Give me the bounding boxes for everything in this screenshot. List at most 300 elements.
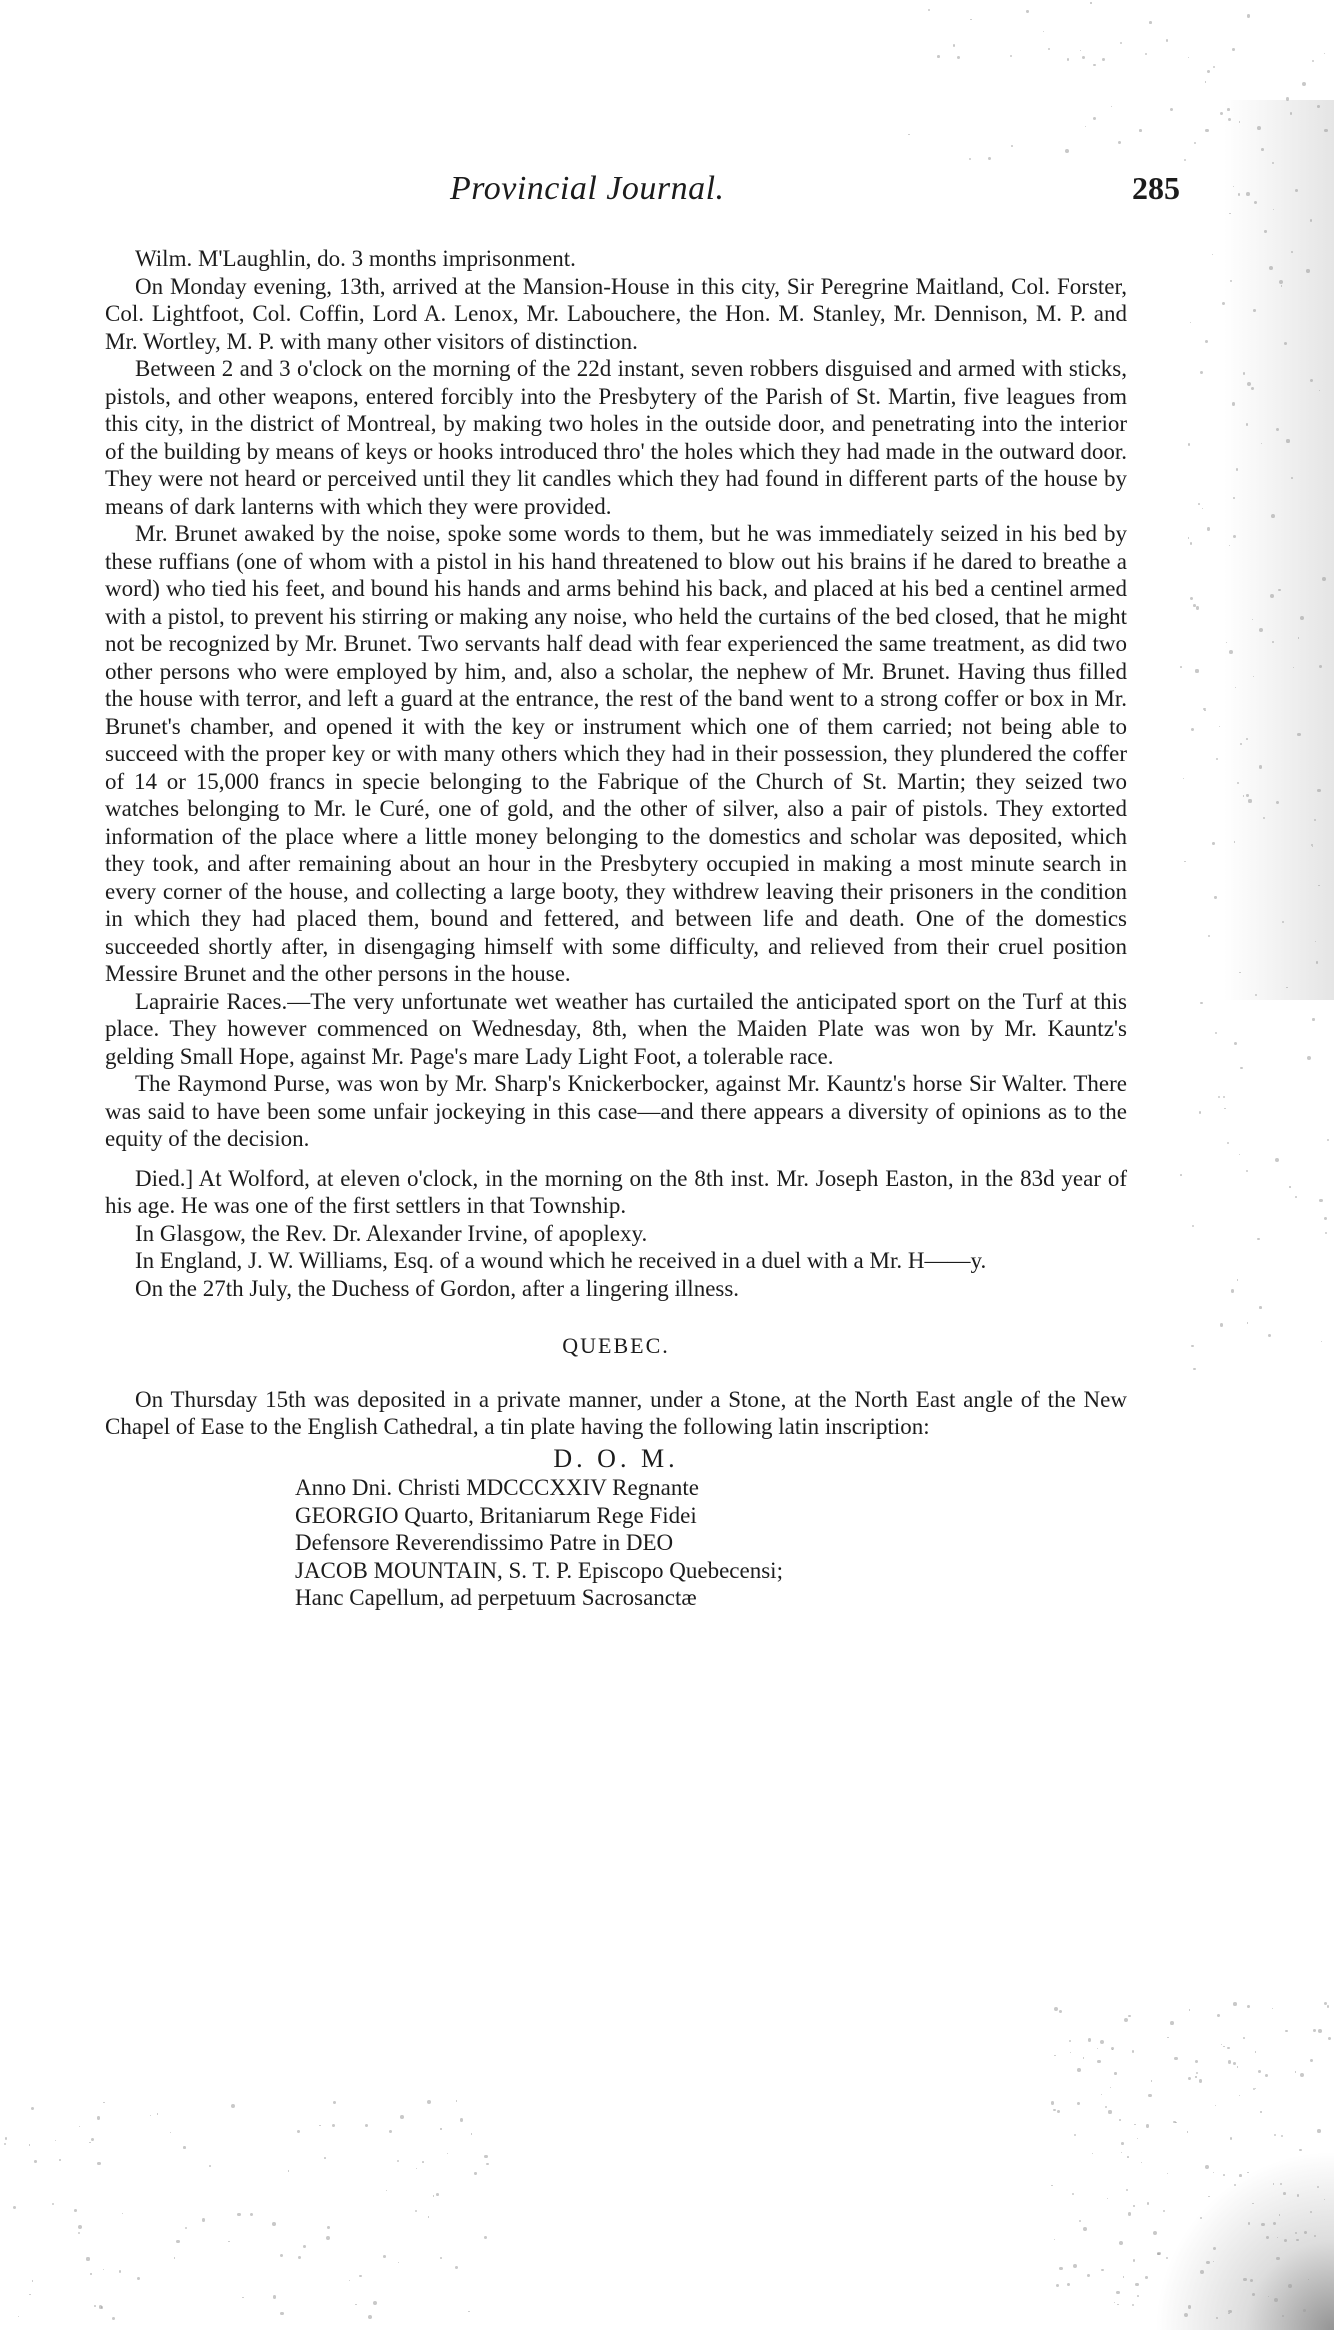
scan-speck <box>319 2125 320 2126</box>
scan-speck <box>484 2236 487 2239</box>
scan-speck <box>1328 2037 1331 2040</box>
scan-speck <box>1146 2124 1149 2127</box>
scan-speck <box>1312 60 1314 62</box>
scan-speck <box>1259 1306 1262 1309</box>
paragraph: In Glasgow, the Rev. Dr. Alexander Irvine, of apoplexy. <box>135 1220 648 1246</box>
scan-speck <box>1114 2302 1115 2303</box>
scan-speck <box>185 2227 187 2229</box>
scan-speck <box>1233 2002 1237 2006</box>
scan-speck <box>55 2140 56 2141</box>
scan-speck <box>94 2305 96 2307</box>
scan-speck <box>1139 129 1142 132</box>
scan-speck <box>1117 2304 1119 2306</box>
paragraph: Wilm. M'Laughlin, do. 3 months imprisonment. <box>135 246 576 271</box>
scan-speck <box>1051 2101 1055 2105</box>
scan-speck <box>1219 726 1220 727</box>
inscription-line: Defensore Reverendissimo Patre in DEO <box>295 1530 674 1555</box>
scan-speck <box>427 2100 431 2104</box>
scan-speck <box>1118 141 1121 144</box>
scan-speck <box>1234 841 1235 842</box>
scan-speck <box>1190 322 1191 323</box>
scan-speck <box>1070 2052 1072 2054</box>
scan-speck <box>280 2312 283 2315</box>
scan-speck <box>1053 2109 1056 2112</box>
scan-speck <box>1105 2106 1107 2108</box>
scan-speck <box>137 2277 140 2280</box>
scan-speck <box>1312 1018 1314 1020</box>
scan-speck <box>1217 2014 1220 2017</box>
scan-speck <box>1265 2074 1268 2077</box>
scan-speck <box>1097 2048 1099 2050</box>
scan-speck <box>1224 1108 1226 1110</box>
scan-speck <box>29 2294 30 2295</box>
inscription-line: GEORGIO Quarto, Britaniarum Rege Fidei <box>295 1502 697 1528</box>
scan-speck <box>1228 2060 1231 2063</box>
scan-speck <box>1133 2205 1134 2206</box>
scan-speck <box>1275 1158 1279 1162</box>
scan-speck <box>1289 1186 1290 1187</box>
scan-speck <box>1246 1170 1248 1172</box>
scan-speck <box>1268 1334 1271 1337</box>
scan-speck <box>1286 439 1289 442</box>
scan-speck <box>455 2266 459 2270</box>
scan-speck <box>1199 2079 1203 2083</box>
scan-speck <box>174 2257 175 2258</box>
scan-speck <box>1141 2162 1142 2163</box>
scan-speck <box>1121 2152 1122 2153</box>
scan-speck <box>1174 2057 1178 2061</box>
scan-speck <box>1285 2030 1287 2032</box>
scan-speck <box>1101 2269 1104 2272</box>
scan-speck <box>1137 2295 1139 2297</box>
scan-speck <box>1297 2194 1299 2196</box>
scan-speck <box>1259 628 1263 632</box>
scan-speck <box>1274 2134 1277 2137</box>
scan-speck <box>74 2209 77 2212</box>
scan-speck <box>1291 477 1293 479</box>
scan-speck <box>332 2124 335 2127</box>
scan-speck <box>1255 2088 1256 2089</box>
scan-speck <box>1135 2283 1139 2287</box>
scan-speck <box>297 2130 300 2133</box>
scan-speck <box>1223 2046 1225 2048</box>
scan-speck <box>1214 896 1216 898</box>
scan-speck <box>1166 39 1169 42</box>
scan-speck <box>1083 2227 1087 2231</box>
scan-speck <box>1069 2040 1071 2042</box>
inscription <box>295 1474 1127 1612</box>
scan-speck <box>1239 2095 1241 2097</box>
scan-speck <box>288 2170 290 2172</box>
scan-speck <box>4 2143 6 2145</box>
scan-speck <box>1207 70 1210 73</box>
inscription-title: D. O. M. <box>553 1443 679 1473</box>
scan-speck <box>1246 794 1248 796</box>
scan-speck <box>1010 55 1012 57</box>
scan-speck <box>326 2236 330 2240</box>
scan-speck <box>1073 2264 1077 2268</box>
scan-speck <box>460 2118 463 2121</box>
scan-speck <box>1205 2165 1209 2169</box>
scan-speck <box>273 2295 276 2298</box>
scan-speck <box>1271 514 1275 518</box>
scan-speck <box>242 2297 243 2298</box>
scan-speck <box>1325 1232 1327 1234</box>
scan-speck <box>1092 2153 1094 2155</box>
scan-speck <box>1327 1139 1329 1141</box>
scan-speck <box>1227 2047 1230 2050</box>
scan-speck <box>1132 2050 1135 2053</box>
scan-speck <box>176 2240 179 2243</box>
scan-speck <box>1208 2196 1210 2198</box>
scan-speck <box>1247 14 1251 18</box>
scan-speck <box>1274 2298 1278 2302</box>
scan-speck <box>1237 782 1239 784</box>
scan-speck <box>1188 57 1189 58</box>
paragraph: On Thursday 15th was deposited in a private manner, under a Stone, at the North East angle of the New Chapel of Ease to the English Cathedral, a tin plate having the following latin inscription: <box>105 1386 1127 1439</box>
scan-speck <box>1228 118 1231 121</box>
scan-speck <box>1079 2220 1081 2222</box>
scan-speck <box>1133 2259 1136 2262</box>
scan-speck <box>1216 2317 1218 2319</box>
scan-speck <box>349 2280 350 2281</box>
scan-speck <box>1051 2185 1052 2186</box>
scan-speck <box>1227 1142 1229 1144</box>
scan-speck <box>1237 2066 1238 2067</box>
scan-speck <box>1188 2077 1191 2080</box>
scan-speck <box>1272 2008 1273 2009</box>
scan-speck <box>1180 1174 1182 1176</box>
scan-speck <box>32 2280 33 2281</box>
scan-speck <box>103 2269 104 2270</box>
scan-speck <box>1317 789 1320 792</box>
scan-speck <box>1319 665 1322 668</box>
scan-speck <box>1157 2252 1160 2255</box>
scan-corner-smudge <box>1154 2150 1334 2330</box>
scan-speck <box>1119 2241 1123 2245</box>
scan-speck <box>1107 2198 1108 2199</box>
scan-speck <box>1276 2257 1280 2261</box>
scan-speck <box>1230 2137 1233 2140</box>
scan-speck <box>383 2255 386 2258</box>
scan-speck <box>209 2165 211 2167</box>
scan-speck <box>386 2190 387 2191</box>
scan-speck <box>436 2193 439 2196</box>
scan-speck <box>397 2160 399 2162</box>
scan-speck <box>1204 710 1205 711</box>
scan-speck <box>1097 2060 1101 2064</box>
scan-speck <box>1192 1225 1194 1227</box>
scan-speck <box>1134 2124 1136 2126</box>
scan-speck <box>1306 269 1309 272</box>
scan-speck <box>1190 597 1193 600</box>
scan-speck <box>422 2161 424 2163</box>
scan-speck <box>1233 2062 1236 2065</box>
scan-speck <box>1114 2072 1116 2074</box>
scan-speck <box>447 2153 448 2154</box>
scan-speck <box>86 2257 89 2260</box>
scan-speck <box>1101 2094 1102 2095</box>
scan-speck <box>1317 105 1320 108</box>
section-heading: QUEBEC. <box>562 1333 670 1358</box>
scan-speck <box>440 2128 441 2129</box>
scan-speck <box>1011 145 1013 147</box>
scan-speck <box>1295 2071 1296 2072</box>
scan-speck <box>1184 159 1186 161</box>
scan-speck <box>1248 2222 1251 2225</box>
scan-speck <box>1026 10 1028 12</box>
scan-speck <box>1190 542 1192 544</box>
scan-speck <box>1145 53 1147 55</box>
scan-speck <box>1145 2276 1148 2279</box>
scan-speck <box>250 2213 253 2216</box>
scan-speck <box>1221 2044 1222 2045</box>
scan-speck <box>1240 743 1242 745</box>
scan-speck <box>18 2316 19 2317</box>
scan-speck <box>1239 1154 1240 1155</box>
inscription-line: Hanc Capellum, ad perpetuum Sacrosanctæ <box>295 1585 697 1610</box>
scan-speck <box>1200 1002 1203 1005</box>
scan-speck <box>280 2254 283 2257</box>
scan-speck <box>1290 112 1292 114</box>
inscription-line: JACOB MOUNTAIN, S. T. P. Episcopo Quebecensi; <box>295 1557 783 1583</box>
scan-speck <box>1191 728 1194 731</box>
scan-speck <box>1116 2291 1120 2295</box>
scan-speck <box>1119 2119 1121 2121</box>
scan-speck <box>1205 340 1208 343</box>
scan-speck <box>1188 537 1190 539</box>
scan-speck <box>1212 254 1213 255</box>
scan-speck <box>1188 443 1190 445</box>
scan-speck <box>327 2226 330 2229</box>
scan-speck <box>1184 861 1186 863</box>
scan-speck <box>416 2168 417 2169</box>
scan-speck <box>1310 2059 1313 2062</box>
scan-speck <box>157 2113 159 2115</box>
paragraph: In England, J. W. Williams, Esq. of a wound which he received in a duel with a Mr. H——y. <box>135 1248 987 1273</box>
inscription-line: Anno Dni. Christi MDCCCXXIV Regnante <box>295 1475 699 1500</box>
scan-speck <box>1083 2057 1084 2058</box>
scan-speck <box>428 2216 430 2218</box>
scan-speck <box>1151 2080 1152 2081</box>
scan-speck <box>1297 733 1300 736</box>
scan-speck <box>1303 2309 1306 2312</box>
scan-speck <box>1307 1056 1311 1060</box>
scan-speck <box>433 2195 434 2196</box>
scan-speck <box>1126 2189 1128 2191</box>
scan-speck <box>1272 641 1274 643</box>
scan-speck <box>1239 2174 1242 2177</box>
scan-speck <box>52 2203 54 2205</box>
scan-speck <box>1215 2105 1216 2106</box>
scan-speck <box>953 44 955 46</box>
scan-speck <box>1088 2038 1091 2041</box>
scan-speck <box>1233 497 1235 499</box>
running-head: Provincial Journal. <box>450 170 725 207</box>
scan-speck <box>1043 31 1045 33</box>
scan-speck <box>103 2102 105 2104</box>
scan-speck <box>1248 799 1251 802</box>
scan-speck <box>400 2115 404 2119</box>
scan-speck <box>1048 48 1050 50</box>
scan-speck <box>1259 765 1262 768</box>
scan-speck <box>1279 2214 1280 2215</box>
scan-speck <box>1232 48 1235 51</box>
scan-speck <box>1240 1067 1243 1070</box>
scan-speck <box>1319 1199 1323 1203</box>
scan-speck <box>1148 2094 1151 2097</box>
scan-speck <box>29 2144 31 2146</box>
scan-speck <box>486 2163 489 2166</box>
paragraph: Between 2 and 3 o'clock on the morning of the 22d instant, seven robbers disguised and armed with sticks, pistols, and other weapons, entered forcibly into the Presbytery of the Parish of St. Martin, five leagues from this city, in the district of Montreal, by making two holes in the outside door, and penetrating into the interior of the building by means of keys or hooks introduced thro' the holes which they had made in the outward door. They were not heard or perceived until they lit candles which they had found in different parts of the house by means of dark lanterns with which they were provided. <box>105 356 1127 519</box>
scan-speck <box>1300 616 1304 620</box>
scan-speck <box>365 2124 368 2127</box>
scan-speck <box>1281 2135 1283 2137</box>
scan-speck <box>90 2273 91 2274</box>
page-header <box>0 170 1334 220</box>
scan-speck <box>1074 2134 1076 2136</box>
scan-speck <box>1304 2231 1307 2234</box>
scan-speck <box>1193 1368 1195 1370</box>
scan-speck <box>1093 117 1096 120</box>
scan-speck <box>1283 2192 1286 2195</box>
scan-speck <box>1255 2051 1256 2052</box>
scan-speck <box>1257 1238 1259 1240</box>
scan-speck <box>237 2213 240 2216</box>
scan-speck <box>1234 1042 1237 1045</box>
scan-speck <box>122 2213 123 2214</box>
scan-speck <box>1195 669 1198 672</box>
scan-speck <box>1195 2076 1196 2077</box>
paragraph: On Monday evening, 13th, arrived at the Mansion-House in this city, Sir Peregrine Maitland, Col. Forster, Col. Lightfoot, Col. Coffin, Lord A. Lenox, Mr. Labouchere, the Hon. M. Stanley, Mr. Dennison, M. P. and Mr. Wortley, M. P. with many other visitors of distinction. <box>105 273 1127 354</box>
scan-speck <box>908 134 910 136</box>
scan-speck <box>1121 2142 1124 2145</box>
scan-speck <box>59 2159 61 2161</box>
scan-speck <box>1072 2193 1075 2196</box>
scan-speck <box>1270 594 1274 598</box>
scan-speck <box>1059 2267 1063 2271</box>
scan-speck <box>373 2301 377 2305</box>
scan-speck <box>1167 2037 1168 2038</box>
scan-speck <box>1200 2270 1204 2274</box>
scan-speck <box>1206 2261 1209 2264</box>
scan-speck <box>1085 126 1086 127</box>
scan-speck <box>1080 50 1081 51</box>
scan-speck <box>1102 58 1105 61</box>
scan-speck <box>1205 129 1208 132</box>
scan-speck <box>1147 2202 1150 2205</box>
scan-speck <box>272 2222 276 2226</box>
scan-speck <box>1194 142 1196 144</box>
scan-speck <box>228 2241 230 2243</box>
scan-speck <box>1149 21 1152 24</box>
scan-speck <box>359 2275 361 2277</box>
scan-speck <box>1189 2009 1190 2010</box>
scan-speck <box>1229 650 1233 654</box>
scan-speck <box>928 9 930 11</box>
scan-speck <box>101 2306 104 2309</box>
scan-speck <box>1222 302 1225 305</box>
scan-speck <box>1212 842 1215 845</box>
scan-speck <box>1208 935 1210 937</box>
scan-speck <box>1286 97 1289 100</box>
scan-speck <box>1196 2072 1198 2074</box>
scan-speck <box>474 2172 476 2174</box>
scan-speck <box>1170 108 1173 111</box>
scan-speck <box>97 2162 101 2166</box>
scan-speck <box>1059 2010 1063 2014</box>
scan-speck <box>1231 1289 1234 1292</box>
scan-speck <box>78 2225 82 2229</box>
scan-speck <box>1257 126 1261 130</box>
scan-speck <box>1261 443 1262 444</box>
scan-speck <box>1227 108 1230 111</box>
scan-speck <box>1108 2110 1111 2113</box>
scan-speck <box>1153 2231 1157 2235</box>
scan-speck <box>368 2315 372 2319</box>
scan-speck <box>1110 2087 1111 2088</box>
scan-speck <box>1120 42 1122 44</box>
scan-speck <box>1123 2276 1124 2277</box>
scan-speck <box>1090 2 1091 3</box>
scan-speck <box>303 2245 306 2248</box>
scan-speck <box>1260 2111 1261 2112</box>
scan-speck <box>1302 82 1306 86</box>
scan-speck <box>1067 58 1069 60</box>
scan-speck <box>1220 112 1224 116</box>
scan-speck <box>1324 53 1325 54</box>
scan-speck <box>957 56 960 59</box>
scan-speck <box>1082 56 1085 59</box>
scan-speck <box>89 2142 90 2143</box>
scan-speck <box>1273 2222 1276 2225</box>
scan-speck <box>1321 1341 1322 1342</box>
scan-speck <box>1324 1217 1327 1220</box>
scan-speck <box>389 2130 392 2133</box>
scan-speck <box>1215 1032 1217 1034</box>
scan-speck <box>1255 994 1257 996</box>
scan-speck <box>231 2104 235 2108</box>
scan-speck <box>1100 2040 1104 2044</box>
scan-speck <box>1170 2021 1174 2025</box>
scan-speck <box>440 2257 442 2259</box>
paragraph: Mr. Brunet awaked by the noise, spoke some words to them, but he was immediately seized in his bed by these ruffians (one of whom with a pistol in his hand threatened to blow out his brains if he dared to breathe a word) who tied his feet, and bound his hands and arms behind his back, and placed at his bed a centinel armed with a pistol, to prevent his stirring or making any noise, who held the curtains of the bed closed, that he might not be recognized by Mr. Brunet. Two servants half dead with fear experienced the same treatment, as did two other persons who were employed by him, and, also a scholar, the nephew of Mr. Brunet. Having thus filled the house with terror, and left a guard at the entrance, the rest of the band went to a strong coffer or box in Mr. Brunet's chamber, and opened it with the key or instrument which one of them carried; not being able to succeed with the proper key or with many others which they had in their possession, they plundered the coffer of 14 or 15,000 francs in specie belonging to the Fabrique of the Church of St. Martin; they seized two watches belonging to Mr. le Curé, one of gold, and the other of silver, also a pair of pistols. They extorted information of the place where a little money belonging to the domestics and scholar was deposited, which they took, and after remaining about an hour in the Presbytery occupied in making a most minute search in every corner of the house, and collecting a large booty, they withdrew leaving their prisoners in the condition in which they had placed them, bound and fettered, and between life and death. One of the domestics succeeded shortly after, in disengaging himself with some difficulty, and relieved from their cruel position Messire Brunet and the other persons in the house. <box>105 521 1127 986</box>
scan-speck <box>1327 2005 1330 2008</box>
scan-speck <box>1264 230 1266 232</box>
scan-speck <box>970 19 971 20</box>
scan-speck <box>97 2116 100 2119</box>
scan-speck <box>1195 2060 1198 2063</box>
scan-speck <box>1261 2223 1264 2226</box>
paragraph: The Raymond Purse, was won by Mr. Sharp's Knickerbocker, against Mr. Kauntz's horse Sir Walter. There was said to have been some unfair jockeying in this case—and there appears a diversity of opinions as to the equity of the decision. <box>105 1071 1127 1151</box>
scan-speck <box>1056 2284 1059 2287</box>
scan-speck <box>456 2100 458 2102</box>
scan-speck <box>1313 2029 1316 2032</box>
scan-speck <box>1173 2121 1175 2123</box>
scan-speck <box>170 2132 171 2133</box>
scan-speck <box>150 2115 151 2116</box>
scan-speck <box>324 2157 326 2159</box>
scan-speck <box>1067 2283 1070 2286</box>
paragraph: On the 27th July, the Duchess of Gordon, after a lingering illness. <box>135 1275 740 1301</box>
scan-speck <box>1111 106 1112 107</box>
scan-speck <box>1127 2156 1129 2158</box>
scan-speck <box>1258 2070 1261 2073</box>
scan-speck <box>1077 2102 1080 2105</box>
paragraph: Died.] At Wolford, at eleven o'clock, in the morning on the 8th inst. Mr. Joseph Easton, in the 83d year of his age. He was one of the first settlers in that Township. <box>105 1165 1127 1218</box>
scan-speck <box>1202 508 1203 509</box>
scan-speck <box>1054 2055 1055 2056</box>
